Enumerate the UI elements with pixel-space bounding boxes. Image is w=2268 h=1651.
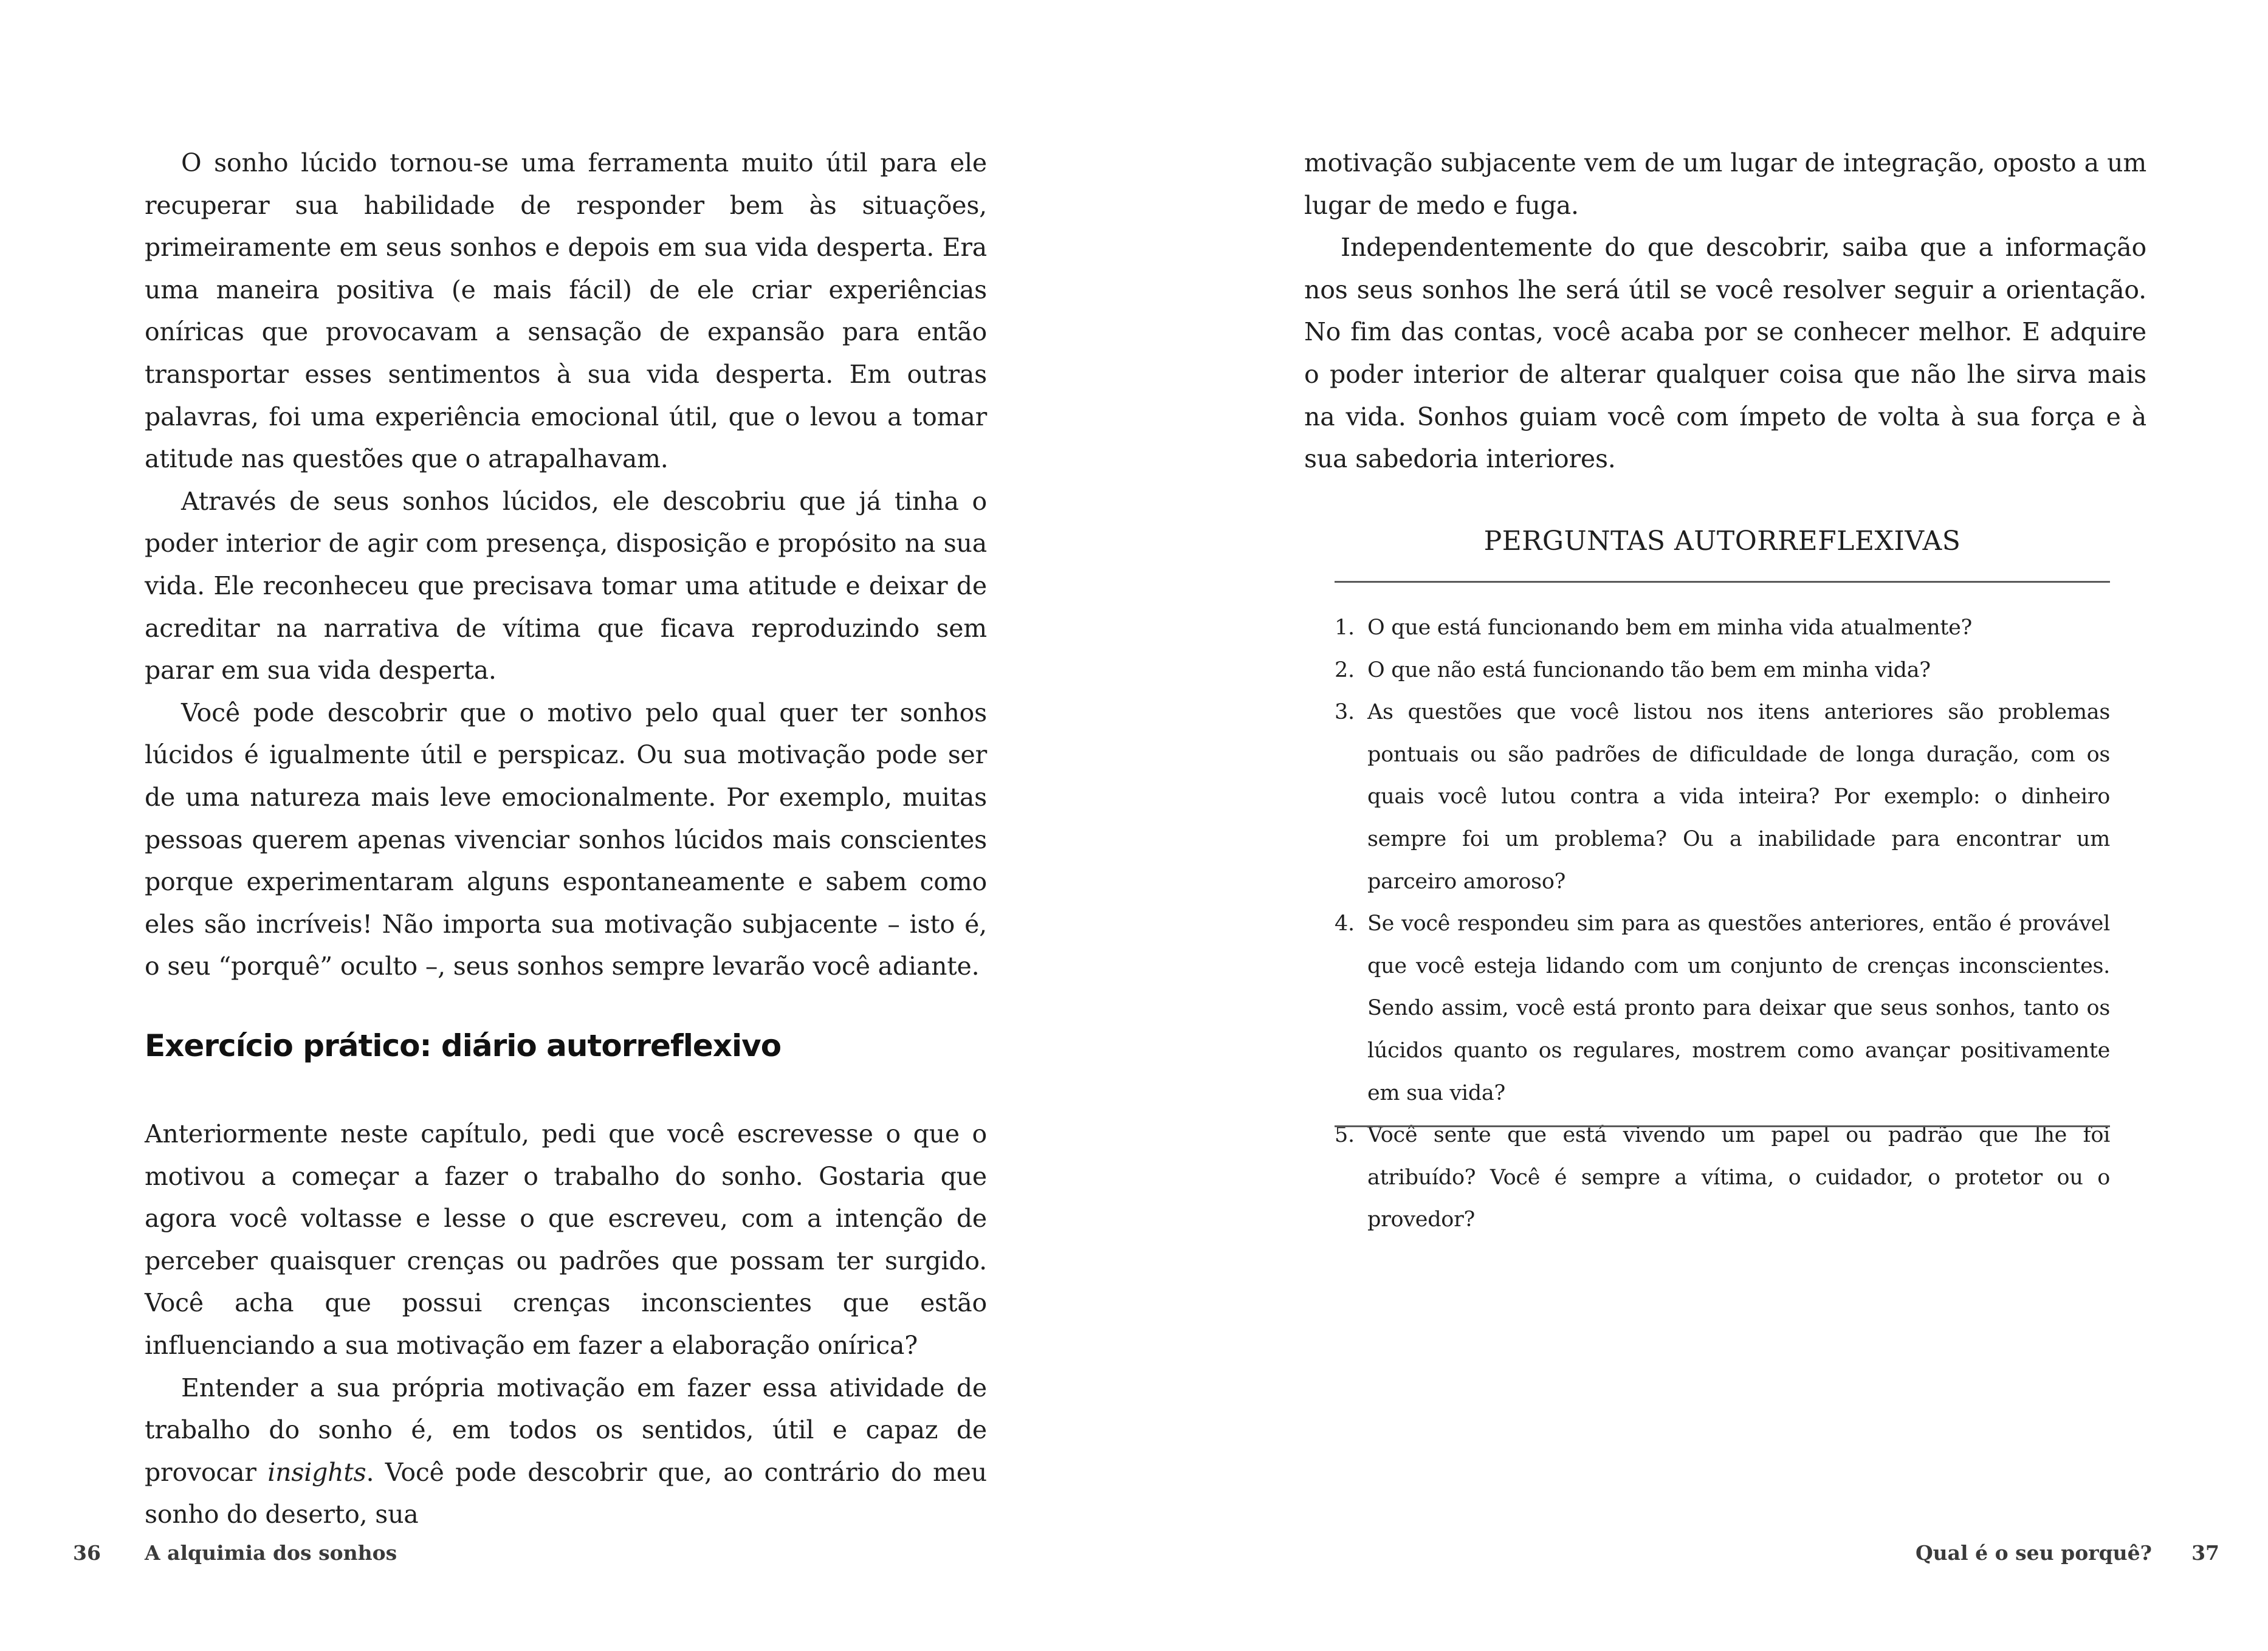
box-rule-top (1335, 581, 2110, 583)
list-item (1335, 650, 2110, 692)
paragraph: Anteriormente neste capítulo, pedi que você escrevesse o que o motivou a começar a fazer o trabalho do sonho. Gostaria que agora você voltasse e lesse o que escreveu, com a intenção de perceber quaisquer crenças ou padrões que possam ter surgido. Você acha que possui crenças inconscientes que estão influenciando a sua motivação em fazer a elaboração onírica? (145, 1119, 987, 1360)
box-title: PERGUNTAS AUTORREFLEXIVAS (1483, 526, 1961, 557)
list-item (1335, 607, 2110, 650)
paragraph: Através de seus sonhos lúcidos, ele descobriu que já tinha o poder interior de agir com presença, disposição e propósito na sua vida. Ele reconheceu que precisava tomar uma atitude e deixar de acreditar na narrativa de vítima que ficava reproduzindo sem parar em sua vida desperta. (145, 486, 987, 685)
question-list (1335, 607, 2110, 1241)
list-item-number: 1. (1335, 616, 1355, 640)
right-page (1134, 0, 2268, 1651)
paragraph (145, 1367, 987, 1536)
left-body-text (145, 142, 987, 988)
right-body-text (1304, 142, 2146, 481)
section-heading: Exercício prático: diário autorreflexivo (145, 1028, 782, 1063)
list-item-number: 3. (1335, 700, 1355, 725)
list-item-number: 4. (1335, 911, 1355, 936)
paragraph: O sonho lúcido tornou-se uma ferramenta muito útil para ele recuperar sua habilidade de responder bem às situações, primeiramente em seus sonhos e depois em sua vida desperta. Era uma maneira positiva (e mais fácil) de ele criar experiências oníricas que provocavam a sensação de expansão para então transportar esses sentimentos à sua vida desperta. Em outras palavras, foi uma experiência emocional útil, que o levou a tomar atitude nas questões que o atrapalhavam. (145, 148, 987, 474)
list-item-text: Você sente que está vivendo um papel ou padrão que lhe foi atribuído? Você é sempre a vítima, o cuidador, o protetor ou o provedor? (1367, 1123, 2110, 1232)
list-item-number: 5. (1335, 1123, 1355, 1148)
text-run: Entender a sua própria motivação em fazer essa atividade de trabalho do sonho é, em todos os sentidos, útil e capaz de provocar (145, 1373, 987, 1487)
list-item (1335, 692, 2110, 903)
running-head: A alquimia dos sonhos (145, 1541, 397, 1565)
list-item (1335, 1114, 2110, 1241)
exercise-body-text (145, 1113, 987, 1536)
italic-text-run: insights (267, 1457, 366, 1487)
list-item (1335, 903, 2110, 1114)
paragraph: Independentemente do que descobrir, saiba que a informação nos seus sonhos lhe será útil se você resolver seguir a orientação. No fim das contas, você acaba por se conhecer melhor. E adquire o poder interior de alterar qualquer coisa que não lhe sirva mais na vida. Sonhos guiam você com ímpeto de volta à sua força e à sua sabedoria interiores. (1304, 233, 2146, 474)
list-item-text: O que não está funcionando tão bem em minha vida? (1367, 657, 1931, 682)
text-run: . Você pode descobrir que, ao contrário do meu sonho do deserto, sua (145, 1457, 987, 1529)
box-rule-bottom (1335, 1125, 2110, 1127)
paragraph: motivação subjacente vem de um lugar de integração, oposto a um lugar de medo e fuga. (1304, 148, 2146, 220)
list-item-number: 2. (1335, 657, 1355, 682)
list-item-text: O que está funcionando bem em minha vida atualmente? (1367, 616, 1972, 640)
list-item-text: Se você respondeu sim para as questões anteriores, então é provável que você esteja lidando com um conjunto de crenças inconscientes. Sendo assim, você está pronto para deixar que seus sonhos, tanto os lúcidos quanto os regulares, mostrem como avançar positivamente em sua vida? (1367, 911, 2110, 1105)
page-number: 36 (73, 1541, 101, 1565)
paragraph: Você pode descobrir que o motivo pelo qual quer ter sonhos lúcidos é igualmente útil e perspicaz. Ou sua motivação pode ser de uma natureza mais leve emocionalmente. Por exemplo, muitas pessoas querem apenas vivenciar sonhos lúcidos mais conscientes porque experimentaram alguns espontaneamente e sabem como eles são incríveis! Não importa sua motivação subjacente – isto é, o seu “porquê” oculto –, seus sonhos sempre levarão você adiante. (145, 698, 987, 981)
list-item-text: As questões que você listou nos itens anteriores são problemas pontuais ou são padrões de dificuldade de longa duração, com os quais você lutou contra a vida inteira? Por exemplo: o dinheiro sempre foi um problema? Ou a inabilidade para encontrar um parceiro amoroso? (1367, 700, 2110, 894)
page-number: 37 (2191, 1541, 2219, 1565)
running-head: Qual é o seu porquê? (1915, 1541, 2152, 1565)
